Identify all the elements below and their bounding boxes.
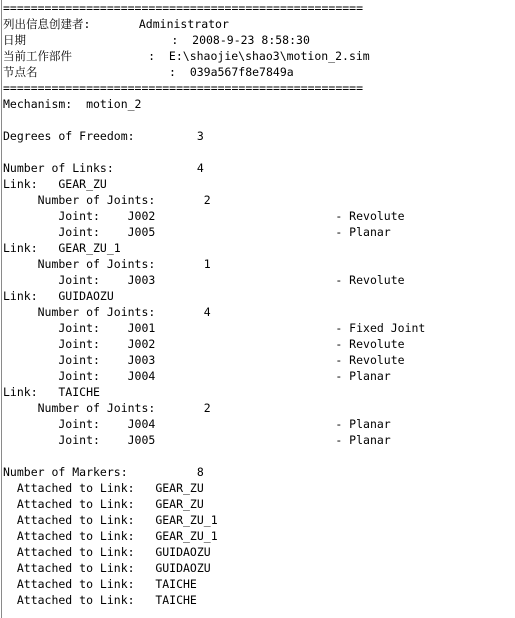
header-line-node-name: 节点名 : 039a567f8e7849a: [3, 65, 294, 79]
listing-line: Attached to Link: GEAR_ZU_1: [3, 513, 218, 527]
listing-line: Attached to Link: GUIDAOZU: [3, 545, 211, 559]
listing-line: Joint: J005 - Planar: [3, 225, 391, 239]
listing-line: Link: GEAR_ZU_1: [3, 241, 121, 255]
header-line-work-part: 当前工作部件 : E:\shaojie\shao3\motion_2.sim: [3, 49, 370, 63]
listing-line: [3, 112, 513, 128]
listing-line: Attached to Link: TAICHE: [3, 593, 197, 607]
listing-line: Number of Joints: 2: [3, 193, 211, 207]
listing-line: Joint: J002 - Revolute: [3, 209, 405, 223]
listing-line: Attached to Link: GEAR_ZU: [3, 497, 204, 511]
listing-line: Number of Joints: 1: [3, 257, 211, 271]
listing-line: Joint: J002 - Revolute: [3, 337, 405, 351]
listing-line: Number of Joints: 4: [3, 305, 211, 319]
header-line-date: 日期 : 2008-9-23 8:58:30: [3, 33, 310, 47]
listing-line: Attached to Link: TAICHE: [3, 577, 197, 591]
listing-line: Number of Joints: 2: [3, 401, 211, 415]
separator-bottom: ====================================================: [3, 81, 364, 95]
listing-line: Link: GEAR_ZU: [3, 177, 107, 191]
listing-text[interactable]: [3, 0, 513, 608]
listing-line: Joint: J005 - Planar: [3, 433, 391, 447]
listing-line: Joint: J004 - Planar: [3, 369, 391, 383]
listing-line: Attached to Link: GEAR_ZU_1: [3, 529, 218, 543]
header-line-creator: 列出信息创建者: Administrator: [3, 17, 229, 31]
listing-line: Joint: J003 - Revolute: [3, 353, 405, 367]
listing-line: Joint: J003 - Revolute: [3, 273, 405, 287]
listing-line: Joint: J004 - Planar: [3, 417, 391, 431]
left-border: [1, 0, 2, 618]
listing-line: Attached to Link: GEAR_ZU: [3, 481, 204, 495]
listing-line: Attached to Link: GUIDAOZU: [3, 561, 211, 575]
listing-line: Number of Links: 4: [3, 161, 204, 175]
listing-line: [3, 144, 513, 160]
listing-line: Number of Markers: 8: [3, 465, 204, 479]
listing-line: Link: TAICHE: [3, 385, 100, 399]
listing-line: [3, 448, 513, 464]
listing-line: Degrees of Freedom: 3: [3, 129, 204, 143]
separator-top: ====================================================: [3, 1, 364, 15]
listing-line: Mechanism: motion_2: [3, 97, 142, 111]
listing-line: Link: GUIDAOZU: [3, 289, 114, 303]
listing-line: Joint: J001 - Fixed Joint: [3, 321, 426, 335]
